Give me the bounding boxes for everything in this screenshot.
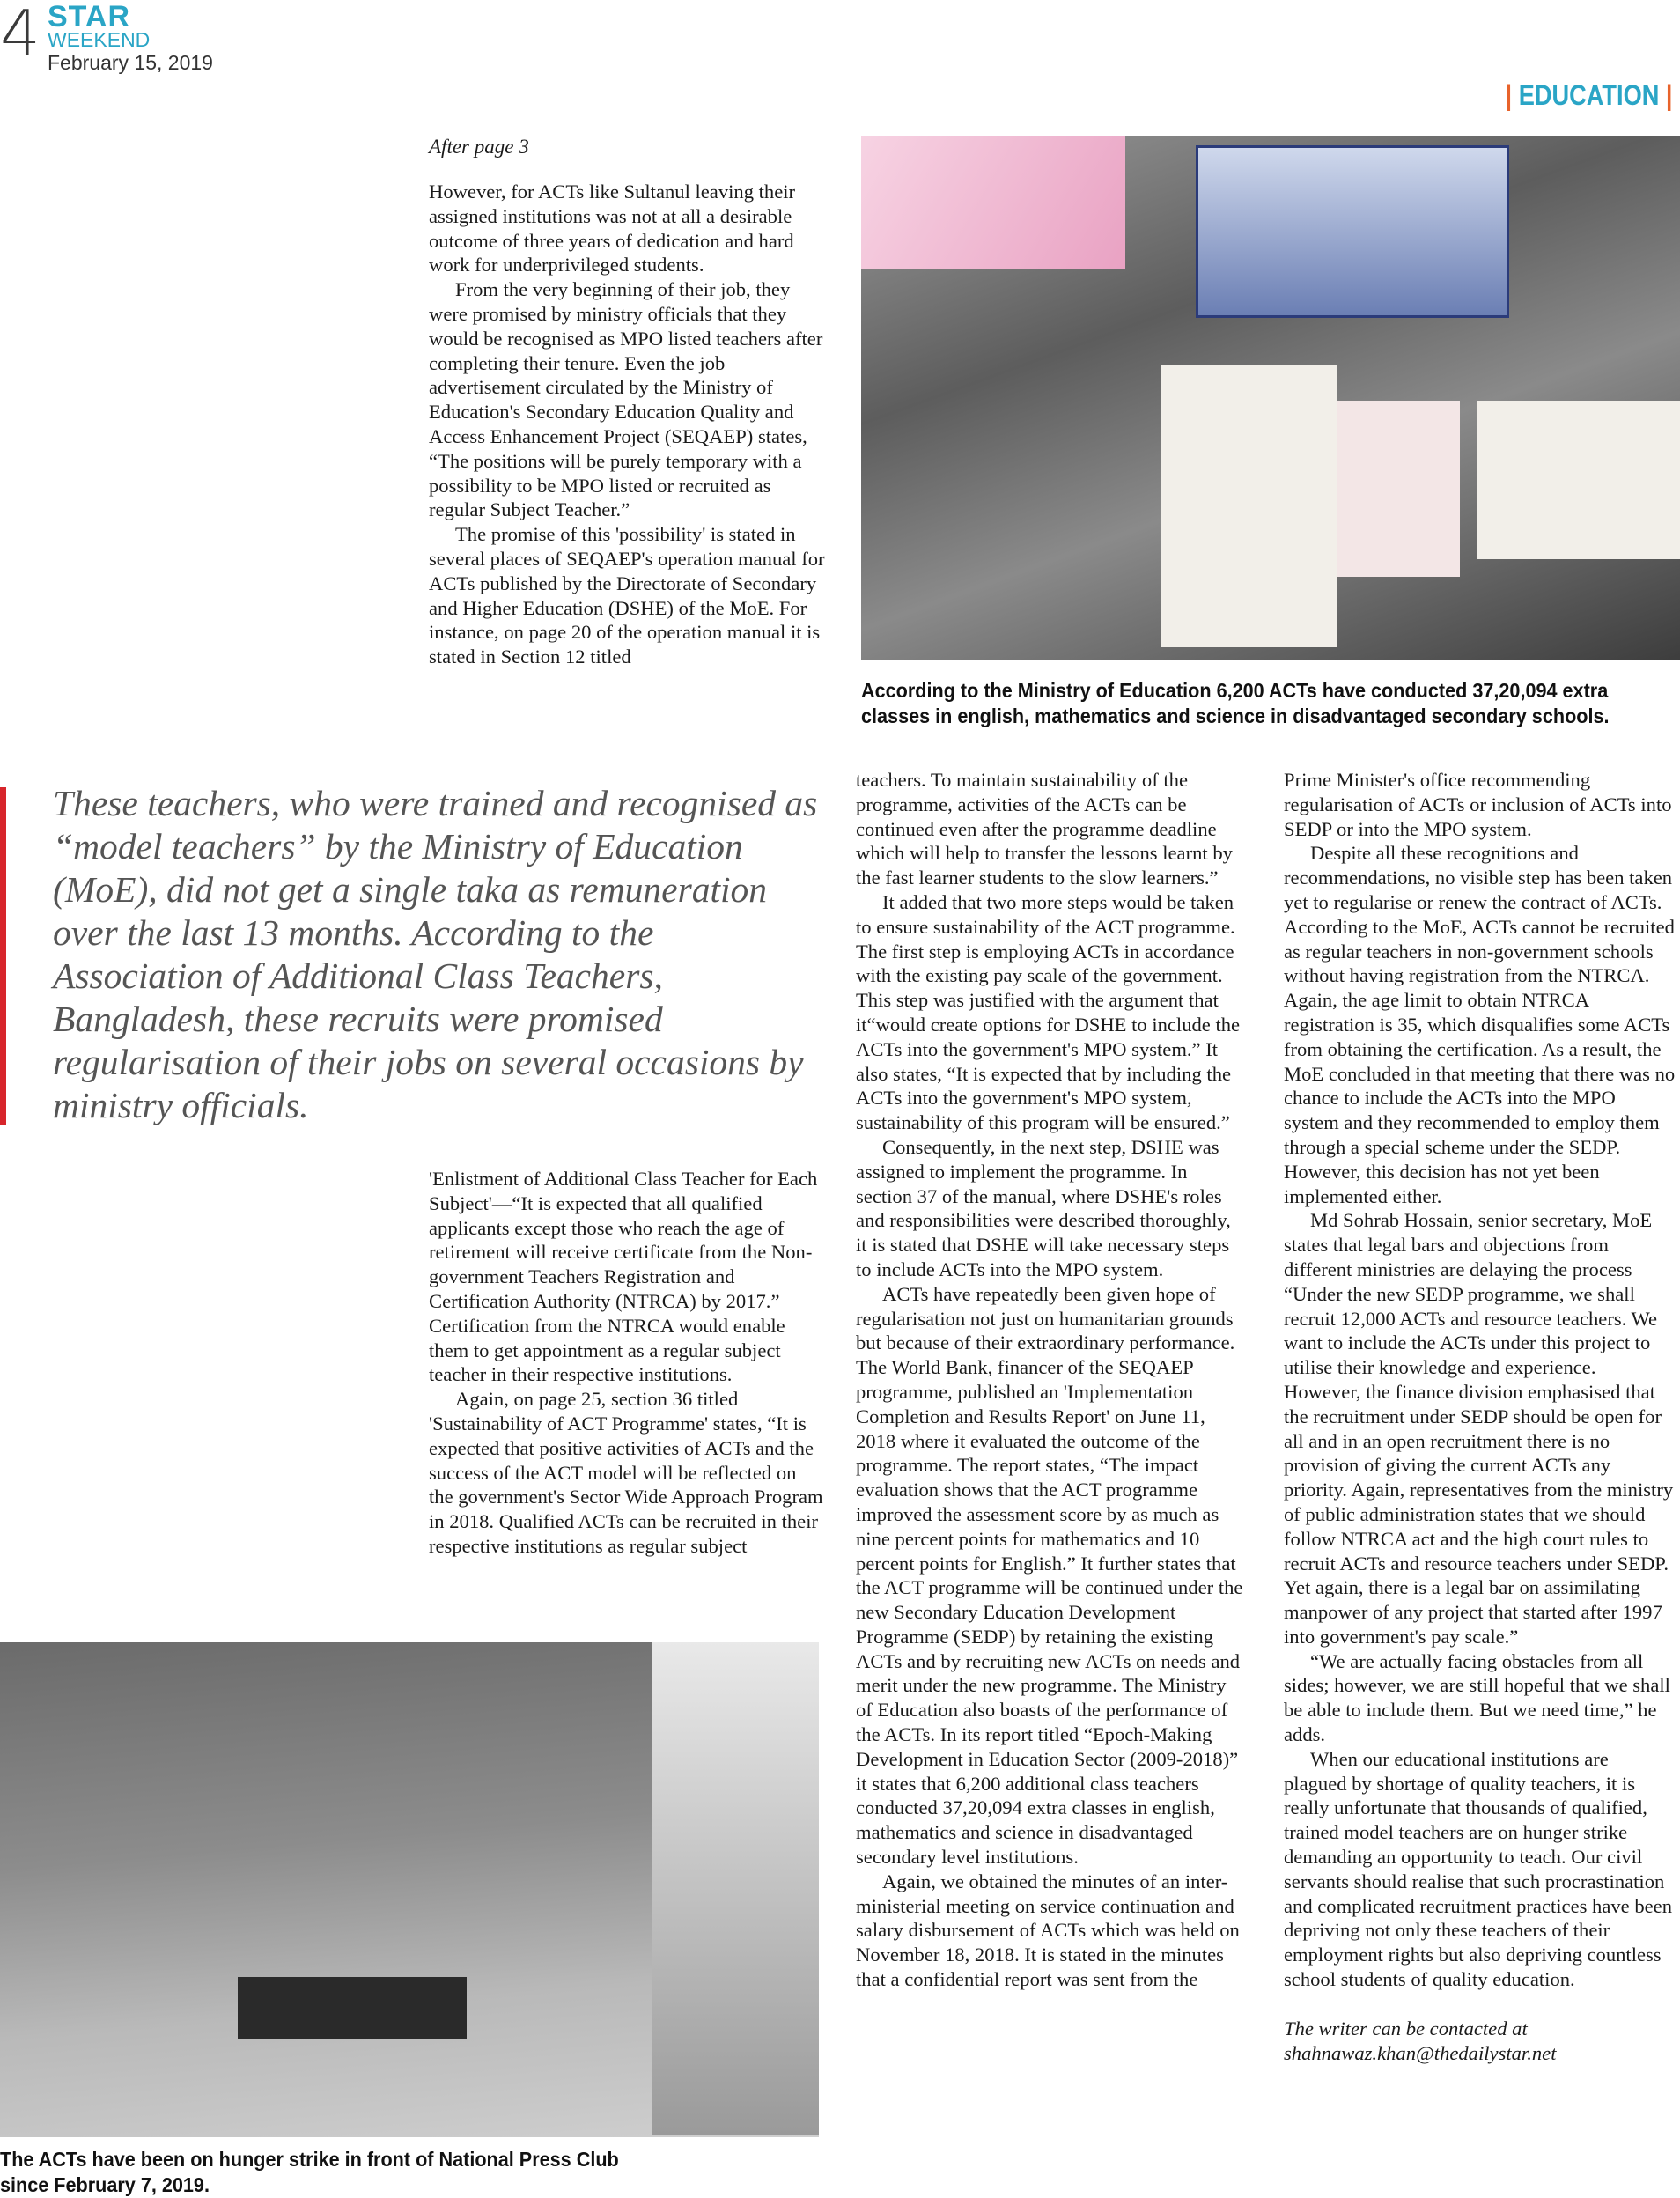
pull-quote-bar (0, 787, 6, 1125)
column-2 (856, 768, 1243, 1992)
photo-caption-top (861, 678, 1639, 729)
placard (1477, 401, 1680, 559)
placard (1337, 401, 1460, 577)
paragraph: Prime Minister's office recommending regularisation of ACTs or inclusion of ACTs into SEDP or into the MPO system. (1284, 769, 1672, 840)
column-1-bottom (429, 1167, 825, 1559)
masthead (48, 2, 213, 73)
brand-name: STAR (48, 0, 131, 33)
continued-from: After page 3 (429, 136, 529, 158)
section-name: EDUCATION (1519, 79, 1660, 111)
section-label (1506, 79, 1673, 112)
paragraph: “We are actually facing obstacles from all sides; however, we are still hopeful that we shall be able to include them. But we need time,” he adds. (1284, 1649, 1670, 1746)
paragraph: However, for ACTs like Sultanul leaving their assigned institutions was not at all a desirable outcome of three years of dedication and hard work for underprivileged students. (429, 181, 796, 277)
issue-date: February 15, 2019 (48, 51, 213, 74)
banner (861, 136, 1125, 269)
page-number: 4 (0, 0, 41, 70)
photo-caption-bottom (0, 2147, 777, 2198)
paragraph: The promise of this 'possibility' is stated in several places of SEQAEP's operation manual for ACTs published by the Directorate of Secondary and Higher Education (DSHE) of the MoE. For instance, on page 20 of the operation manual it is stated in Section 12 titled (429, 523, 825, 668)
paragraph: Consequently, in the next step, DSHE was assigned to implement the programme. In section 37 of the manual, where DSHE's roles and responsibilities were described thoroughly, it is stated that DSHE will take necessary steps to include ACTs into the MPO system. (856, 1135, 1231, 1280)
paragraph: 'Enlistment of Additional Class Teacher for Each Subject'—“It is expected that all qualified applicants except those who reach the age of retirement will receive certificate from the Non-government Teachers Registration and Certification Authority (NTRCA) by 2017.” Certification from the NTRCA would enable them to get appointment as a regular subject teacher in their respective institutions. (429, 1168, 818, 1386)
caption-line: classes in english, mathematics and science in disadvantaged secondary schools. (861, 704, 1610, 727)
caption-line: According to the Ministry of Education 6,200 ACTs have conducted 37,20,094 extra (861, 679, 1609, 702)
column-1-top (429, 180, 825, 669)
caption-line: The ACTs have been on hunger strike in front of National Press Club (0, 2148, 619, 2171)
section-bar-right: | (1666, 79, 1673, 111)
placard (1161, 365, 1337, 647)
hunger-strike-photo (0, 1642, 819, 2137)
paragraph: When our educational institutions are plagued by shortage of quality teachers, it is really unfortunate that thousands of qualified, trained model teachers are on hunger strike demanding an opportunity to teach. Our civil servants should realise that such procrastination and complicated recruitment practices have been depriving not only these teachers of their employment rights but also depriving countless school students of quality education. (1284, 1747, 1672, 1991)
lying-person (238, 1977, 467, 2039)
pull-quote: These teachers, who were trained and recognised as “model teachers” by the Ministry of Education (MoE), did not get a single taka as remuneration over the last 13 months. According to the Association of Additional Class Teachers, Bangladesh, these recruits were promised regularisation of their jobs on several occasions by ministry officials. (53, 783, 818, 1125)
protest-photo-top (861, 136, 1680, 660)
column-3 (1284, 768, 1676, 2065)
author-contact (1284, 2017, 1676, 2066)
standing-person (652, 1642, 819, 2135)
paragraph: Again, on page 25, section 36 titled 'Sustainability of ACT Programme' states, “It is expected that positive activities of ACTs and the success of the ACT model will be reflected on the government's Sector Wide Approach Program in 2018. Qualified ACTs can be recruited in their respective institutions as regular subject (429, 1388, 823, 1557)
caption-line: since February 7, 2019. (0, 2173, 210, 2196)
banner (1196, 145, 1509, 318)
paragraph: Md Sohrab Hossain, senior secretary, MoE states that legal bars and objections from different ministries are delaying the process “Under the new SEDP programme, we shall recruit 12,000 ACTs and resource teachers. We want to include the ACTs under this project to utilise their knowledge and experience. However, the finance division emphasised that the recruitment under SEDP should be open for all and in an open recruitment there is no provision of giving the current ACTs any priority. Again, representatives from the ministry of public administration states that we should follow NTRCA act and the high court rules to recruit ACTs and resource teachers under SEDP. Yet again, there is a legal bar on assimilating manpower of any project that started after 1997 into government's pay scale.” (1284, 1209, 1674, 1648)
section-bar-left: | (1505, 79, 1513, 111)
paragraph: From the very beginning of their job, they were promised by ministry officials that they would be recognised as MPO listed teachers after completing their tenure. Even the job advertisement circulated by the Ministry of Education's Secondary Education Quality and Access Enhancement Project (SEQAEP) states, “The positions will be purely temporary with a possibility to be MPO listed or recruited as regular Subject Teacher.” (429, 278, 823, 521)
sub-brand: WEEKEND (48, 28, 151, 51)
paragraph: ACTs have repeatedly been given hope of regularisation not just on humanitarian grounds but because of their extraordinary performance. The World Bank, financer of the SEQAEP programme, published an 'Implementation Completion and Results Report' on June 11, 2018 where it evaluated the outcome of the programme. The report states, “The impact evaluation shows that the ACT programme improved the assessment score by as much as nine percent points for mathematics and 10 percent points for English.” It further states that the ACT programme will be continued under the new Secondary Education Development Programme (SEDP) by retaining the existing ACTs and by recruiting new ACTs on needs and merit under the new programme. The Ministry of Education also boasts of the performance of the ACTs. In its report titled “Epoch-Making Development in Education Sector (2009-2018)” it states that 6,200 additional class teachers conducted 37,20,094 extra classes in english, mathematics and science in disadvantaged secondary level institutions. (856, 1282, 1243, 1869)
paragraph: Again, we obtained the minutes of an inter-ministerial meeting on service continuation and salary disbursement of ACTs which was held on November 18, 2018. It is stated in the minutes that a confidential report was sent from the (856, 1870, 1240, 1991)
paragraph: Despite all these recognitions and recommendations, no visible step has been taken yet to regularise or renew the contract of ACTs. According to the MoE, ACTs cannot be recruited as regular teachers in non-government schools without having registration from the NTRCA. Again, the age limit to obtain NTRCA registration is 35, which disqualifies some ACTs from obtaining the certification. As a result, the MoE concluded in that meeting that there was no chance to include the ACTs into the MPO system and they recommended to employ them through a special scheme under the SEDP. However, this decision has not yet been implemented either. (1284, 842, 1676, 1207)
signoff-text: The writer can be contacted at (1284, 2017, 1528, 2039)
author-email: shahnawaz.khan@thedailystar.net (1284, 2041, 1557, 2064)
paragraph: teachers. To maintain sustainability of the programme, activities of the ACTs can be continued even after the programme deadline which will help to transfer the lessons learnt by the fast learner students to the slow learners.” (856, 769, 1233, 889)
paragraph: It added that two more steps would be taken to ensure sustainability of the ACT programme. The first step is employing ACTs in accordance with the existing pay scale of the government. This step was justified with the argument that it“would create options for DSHE to include the ACTs into the government's MPO system.” It also states, “It is expected that by including the ACTs into the government's MPO system, sustainability of this program will be ensured.” (856, 890, 1241, 1134)
